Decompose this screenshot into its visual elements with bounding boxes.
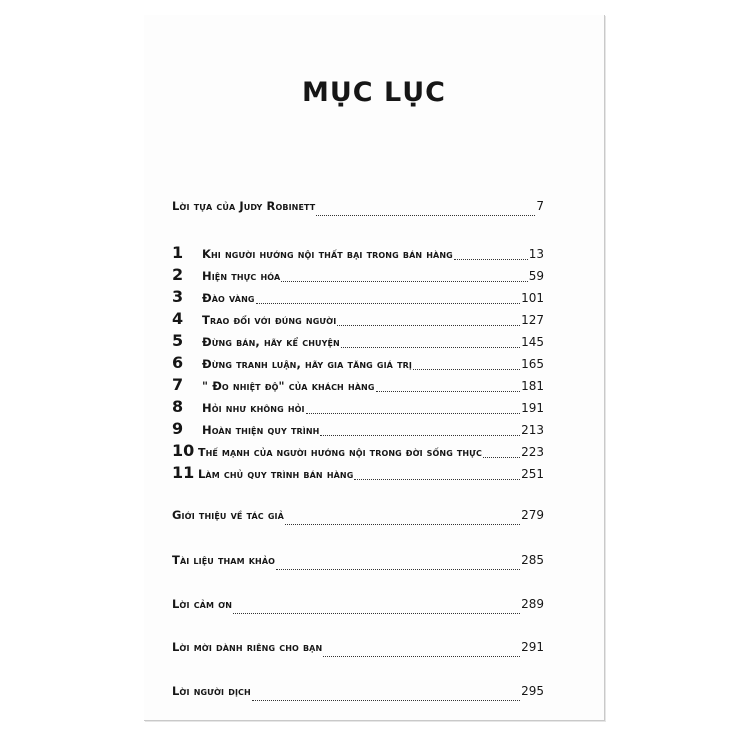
toc-entry-page: 101 [521, 291, 544, 305]
book-page [144, 15, 605, 721]
dot-leader [341, 346, 520, 348]
dot-leader [323, 655, 520, 657]
chapter-number: 10 [172, 441, 195, 460]
toc-entry-chapter-1 [172, 243, 544, 265]
toc-entry-about-author [172, 508, 544, 530]
toc-entry-title: Khi người hướng nội thất bại trong bán hàng [202, 247, 453, 261]
page-title: MỤC LỤC [302, 77, 446, 108]
toc-entry-page: 279 [521, 508, 544, 522]
toc-entry-title: Làm chủ quy trình bán hàng [198, 467, 354, 481]
toc-entry-chapter-10 [172, 441, 544, 463]
toc-entry-chapter-7 [172, 375, 544, 397]
toc-entry-title: Tài liệu tham khảo [172, 553, 276, 567]
toc-entry-title: Đừng tranh luận, hãy gia tăng giá trị [202, 357, 412, 371]
chapter-number: 8 [172, 397, 184, 416]
dot-leader [454, 258, 528, 260]
dot-leader [413, 368, 520, 370]
toc-entry-page: 127 [521, 313, 544, 327]
dot-leader [252, 699, 520, 701]
toc-entry-title: Hoàn thiện quy trình [202, 423, 320, 437]
toc-entry-page: 285 [521, 553, 544, 567]
toc-entry-title: Giới thiệu về tác giả [172, 508, 284, 522]
chapter-number: 4 [172, 309, 184, 328]
toc-entry-page: 59 [528, 269, 544, 283]
toc-entry-chapter-6 [172, 353, 544, 375]
chapter-number: 5 [172, 331, 184, 350]
toc-entry-chapter-9 [172, 419, 544, 441]
toc-entry-chapter-3 [172, 287, 544, 309]
toc-entry-title: Đừng bán, hãy kể chuyện [202, 335, 340, 349]
dot-leader [316, 214, 535, 216]
chapter-number: 7 [172, 375, 184, 394]
dot-leader [337, 324, 520, 326]
dot-leader [281, 280, 527, 282]
toc-entry-page: 289 [521, 597, 544, 611]
toc-entry-title: Trao đổi với đúng người [202, 313, 337, 327]
toc-entry-chapter-4 [172, 309, 544, 331]
toc-entry-chapter-11 [172, 463, 544, 485]
toc-entry-chapter-8 [172, 397, 544, 419]
toc-entry-title: Lời cảm ơn [172, 597, 233, 611]
toc-entry-invitation [172, 640, 544, 662]
toc-entry-chapter-2 [172, 265, 544, 287]
toc-entry-page: 295 [521, 684, 544, 698]
toc-entry-page: 145 [521, 335, 544, 349]
toc-entry-page: 165 [521, 357, 544, 371]
toc-entry-page: 191 [521, 401, 544, 415]
dot-leader [483, 456, 520, 458]
toc-entry-title: Thế mạnh của người hướng nội trong đời sống thực [198, 446, 482, 459]
chapter-number: 2 [172, 265, 184, 284]
toc-entry-page: 291 [521, 640, 544, 654]
toc-entry-page: 213 [521, 423, 544, 437]
dot-leader [306, 412, 520, 414]
toc-entry-page: 223 [521, 445, 544, 459]
toc-entry-page: 181 [521, 379, 544, 393]
toc-entry-title: Hiện thực hóa [202, 269, 281, 283]
toc-entry-title: Lời người dịch [172, 684, 251, 698]
toc-entry-page: 7 [536, 199, 544, 213]
chapter-number: 9 [172, 419, 184, 438]
dot-leader [233, 612, 520, 614]
toc-entry-title: Đào vàng [202, 291, 255, 305]
chapter-number: 6 [172, 353, 184, 372]
dot-leader [285, 523, 520, 525]
toc-entry-preface [172, 199, 544, 221]
dot-leader [354, 478, 520, 480]
toc-entry-references [172, 553, 544, 575]
dot-leader [276, 568, 520, 570]
chapter-number: 1 [172, 243, 184, 262]
dot-leader [320, 434, 520, 436]
toc-entry-translator-note [172, 684, 544, 706]
dot-leader [376, 390, 521, 392]
toc-entry-page: 13 [528, 247, 544, 261]
toc-entry-title: Lời mời dành riêng cho bạn [172, 640, 323, 654]
toc-entry-page: 251 [521, 467, 544, 481]
toc-entry-title: Hỏi như không hỏi [202, 401, 305, 415]
chapter-number: 3 [172, 287, 184, 306]
toc-entry-chapter-5 [172, 331, 544, 353]
toc-entry-title: " Đo nhiệt độ" của khách hàng [202, 379, 375, 393]
toc-entry-title: Lời tựa của Judy Robinett [172, 199, 316, 213]
dot-leader [256, 302, 521, 304]
chapter-number: 11 [172, 463, 195, 482]
toc-entry-acknowledgements [172, 597, 544, 619]
